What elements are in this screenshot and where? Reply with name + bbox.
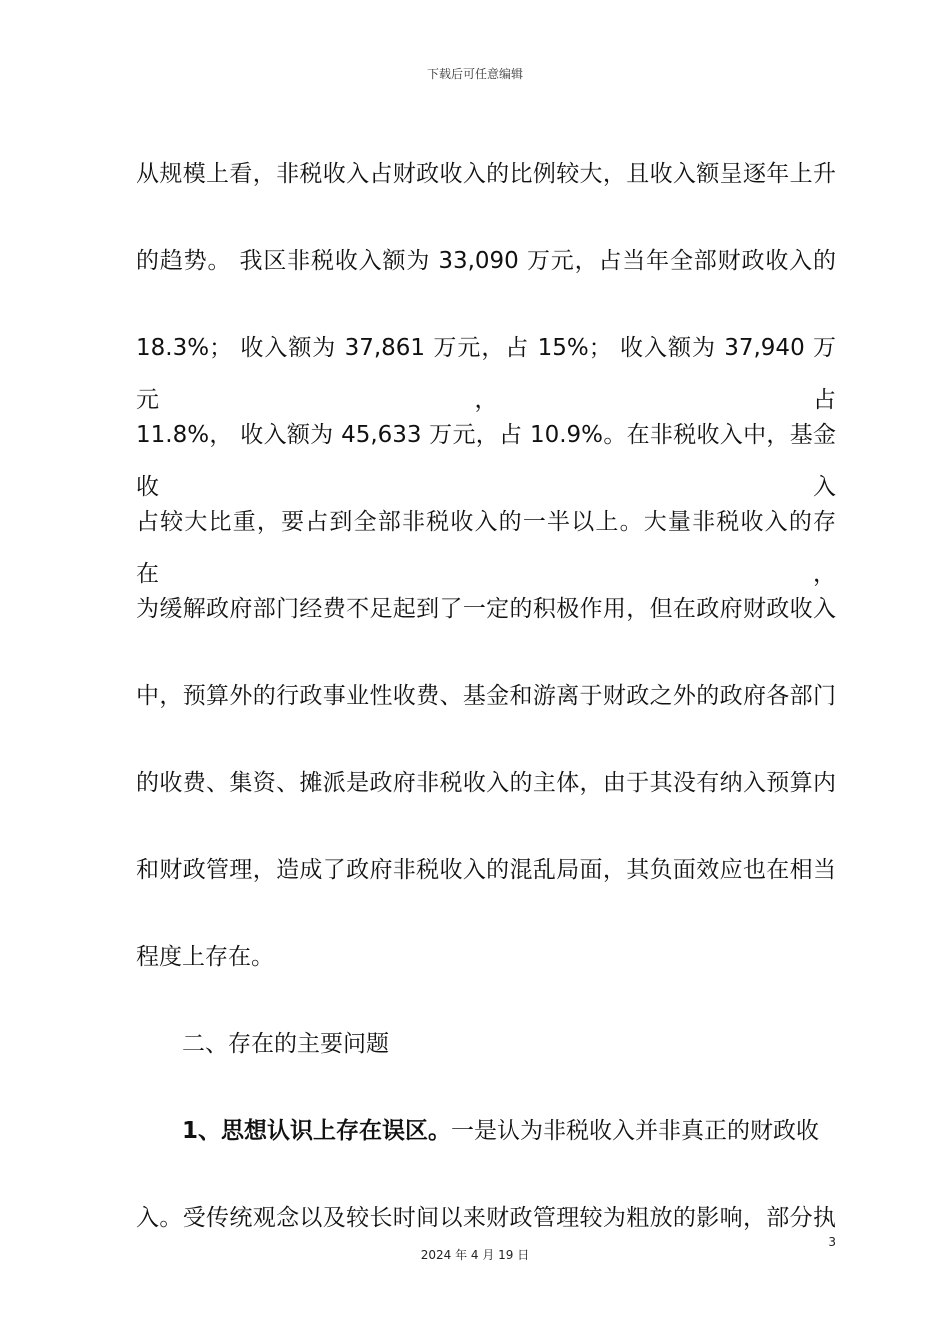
paragraph-line-8: 的收费、集资、摊派是政府非税收入的主体，由于其没有纳入预算内 <box>136 770 836 796</box>
page-number: 3 <box>828 1235 836 1249</box>
paragraph-line-7: 中，预算外的行政事业性收费、基金和游离于财政之外的政府各部门 <box>136 683 836 709</box>
paragraph-line-1: 从规模上看，非税收入占财政收入的比例较大，且收入额呈逐年上升 <box>136 161 836 187</box>
subsection-first-line <box>136 1105 836 1192</box>
paragraph-line-10: 程度上存在。 <box>136 944 274 970</box>
page-header-note: 下载后可任意编辑 <box>426 67 523 81</box>
subsection-rest: 一是认为非税收入并非真正的财政收 <box>451 1118 820 1144</box>
paragraph-line-5: 占较大比重，要占到全部非税收入的一半以上。大量非税收入的存在， <box>136 509 836 587</box>
page-footer-date: 2024 年 4 月 19 日 <box>420 1248 530 1262</box>
section-heading: 二、存在的主要问题 <box>182 1031 389 1057</box>
paragraph-line-3: 18.3%； 收入额为 37,861 万元，占 15%； 收入额为 37,940 万元，占 <box>136 335 836 413</box>
paragraph-line-6: 为缓解政府部门经费不足起到了一定的积极作用，但在政府财政收入 <box>136 596 836 622</box>
document-body <box>136 148 836 1279</box>
subsection-bold-lead: 1、思想认识上存在误区。 <box>182 1118 452 1144</box>
paragraph-line-2: 的趋势。 我区非税收入额为 33,090 万元，占当年全部财政收入的 <box>136 248 836 274</box>
paragraph-line-4: 11.8%， 收入额为 45,633 万元，占 10.9%。在非税收入中，基金收入 <box>136 422 836 500</box>
paragraph-line-9: 和财政管理，造成了政府非税收入的混乱局面，其负面效应也在相当 <box>136 857 836 883</box>
subsection-second-line: 入。受传统观念以及较长时间以来财政管理较为粗放的影响，部分执 <box>136 1205 836 1231</box>
